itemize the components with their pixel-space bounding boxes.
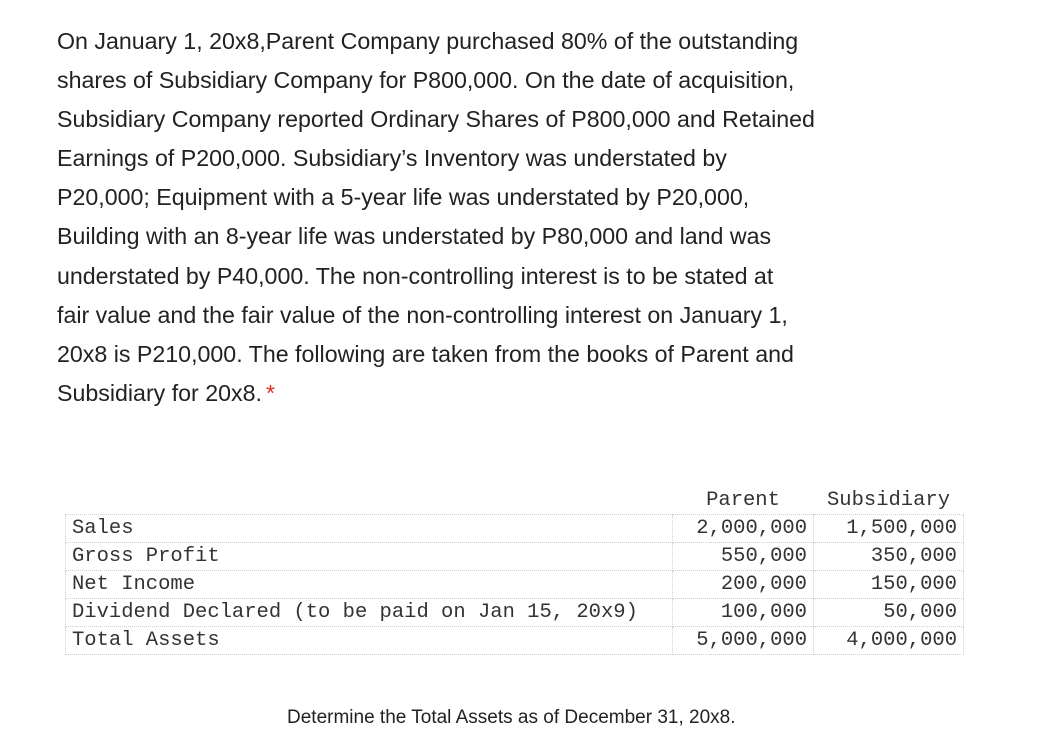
subsidiary-value: 4,000,000 <box>814 627 964 655</box>
row-label: Sales <box>66 515 673 543</box>
subsidiary-value: 350,000 <box>814 543 964 571</box>
parent-value: 2,000,000 <box>673 515 814 543</box>
row-label: Dividend Declared (to be paid on Jan 15, 20x9) <box>66 599 673 627</box>
parent-value: 200,000 <box>673 571 814 599</box>
table-row <box>66 515 964 543</box>
problem-line: 20x8 is P210,000. The following are taken from the books of Parent and <box>57 340 794 367</box>
problem-line: P20,000; Equipment with a 5-year life was understated by P20,000, <box>57 184 750 211</box>
row-label: Total Assets <box>66 627 673 655</box>
header-parent: Parent <box>673 487 814 515</box>
problem-line: understated by P40,000. The non-controlling interest is to be stated at <box>57 262 774 289</box>
subsidiary-value: 150,000 <box>814 571 964 599</box>
header-subsidiary: Subsidiary <box>814 487 964 515</box>
table-row <box>66 571 964 599</box>
table-row <box>66 627 964 655</box>
table-header-row <box>66 487 964 515</box>
problem-line-text: Subsidiary for 20x8. <box>57 379 262 406</box>
subsidiary-value: 50,000 <box>814 599 964 627</box>
problem-line-last <box>57 374 1017 413</box>
subsidiary-value: 1,500,000 <box>814 515 964 543</box>
problem-line: Building with an 8-year life was understated by P80,000 and land was <box>57 223 772 250</box>
parent-value: 550,000 <box>673 543 814 571</box>
financial-data-table <box>65 487 964 655</box>
row-label: Gross Profit <box>66 543 673 571</box>
problem-line: Earnings of P200,000. Subsidiary’s Inventory was understated by <box>57 145 727 172</box>
parent-value: 5,000,000 <box>673 627 814 655</box>
problem-line: fair value and the fair value of the non-controlling interest on January 1, <box>57 301 788 328</box>
table-row <box>66 543 964 571</box>
header-blank-cell <box>66 487 673 515</box>
row-label: Net Income <box>66 571 673 599</box>
parent-value: 100,000 <box>673 599 814 627</box>
question-text: Determine the Total Assets as of December 31, 20x8. <box>287 707 736 728</box>
problem-line: Subsidiary Company reported Ordinary Shares of P800,000 and Retained <box>57 106 815 133</box>
problem-line: shares of Subsidiary Company for P800,000. On the date of acquisition, <box>57 67 795 94</box>
problem-statement <box>57 22 1017 413</box>
required-asterisk: * <box>265 379 275 406</box>
table-row <box>66 599 964 627</box>
problem-line: On January 1, 20x8,Parent Company purchased 80% of the outstanding <box>57 28 799 54</box>
